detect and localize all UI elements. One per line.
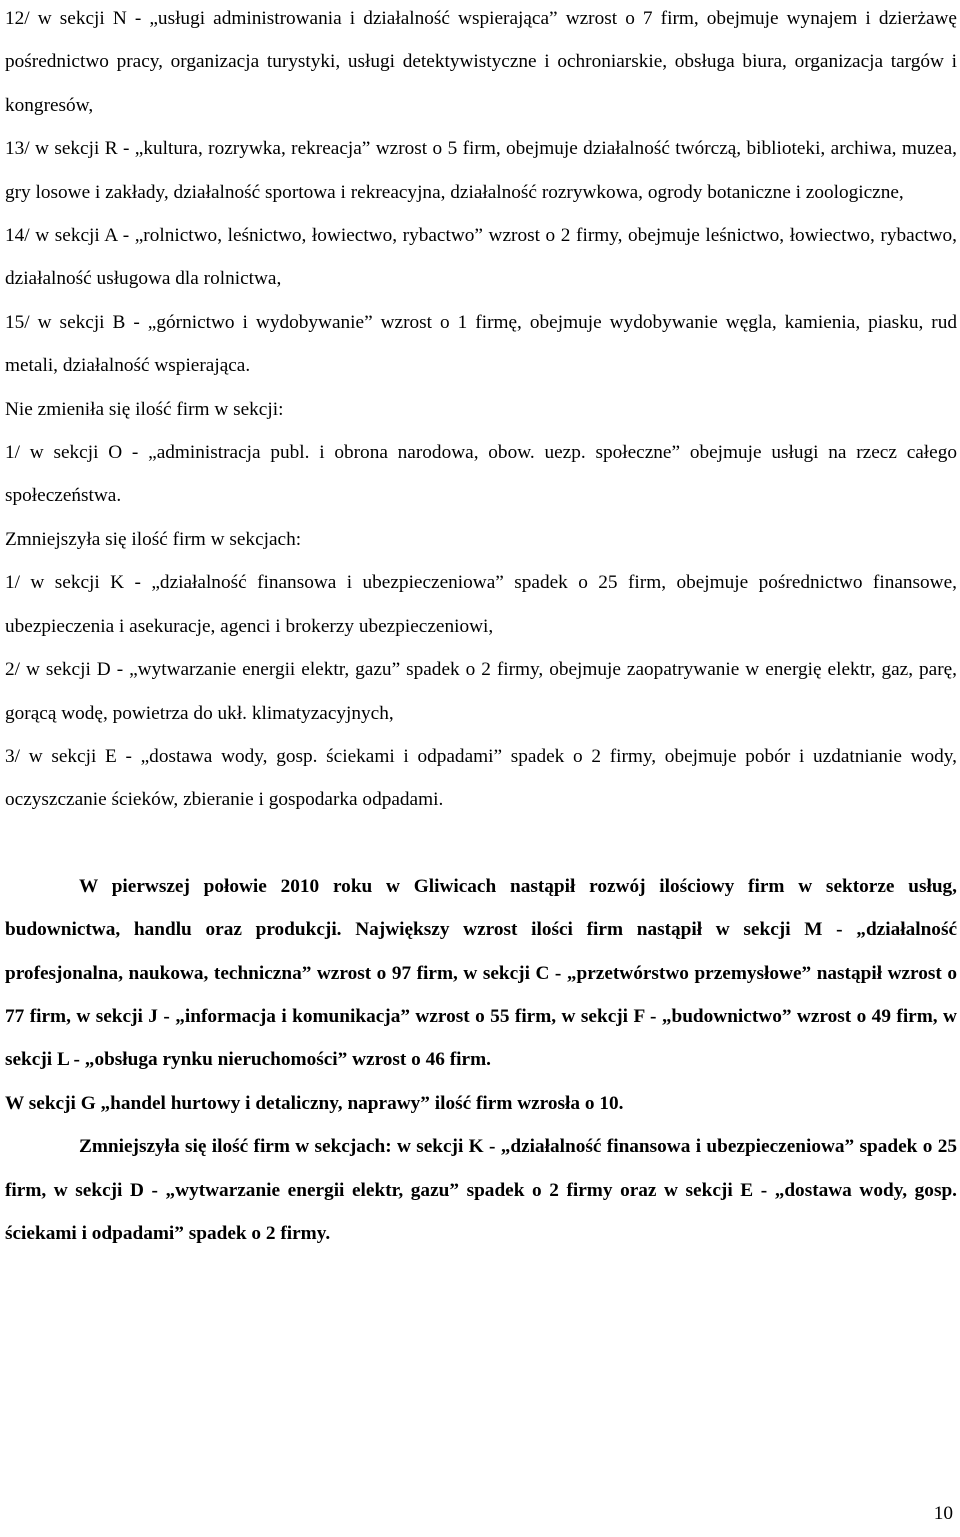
summary-paragraph-growth: W pierwszej połowie 2010 roku w Gliwicach nastąpił rozwój ilościowy firm w sektorze usług, budownictwa, handlu oraz produkcji. Największy wzrost ilości firm nastąpił w sekcji M - „działalność profesjonalna, naukowa, techniczna” wzrost o 97 firm, w sekcji C - „przetwórstwo przemysłowe” nastąpił wzrost o 77 firm, w sekcji J - „informacja i komunikacja” wzrost o 55 firm, w sekcji F - „budownictwo” wzrost o 49 firm, w sekcji L - „obsługa rynku nieruchomości” wzrost o 46 firm. <box>5 875 957 1071</box>
page-number: 10 <box>933 1503 953 1524</box>
unchanged-heading: Nie zmieniła się ilość firm w sekcji: <box>5 398 284 420</box>
item-section-b: 15/ w sekcji B - „górnictwo i wydobywanie” wzrost o 1 firmę, obejmuje wydobywanie węgla, kamienia, piasku, rud metali, działalność wspierająca. <box>5 311 957 377</box>
summary-paragraph-section-g: W sekcji G „handel hurtowy i detaliczny, naprawy” ilość firm wzrosła o 10. <box>5 1092 624 1114</box>
item-section-k: 1/ w sekcji K - „działalność finansowa i ubezpieczeniowa” spadek o 25 firm, obejmuje pośrednictwo finansowe, ubezpieczenia i asekuracje, agenci i brokerzy ubezpieczeniowi, <box>5 572 957 637</box>
paragraph-gap <box>5 822 957 865</box>
item-section-r: 13/ w sekcji R - „kultura, rozrywka, rekreacja” wzrost o 5 firm, obejmuje działalność twórczą, biblioteki, archiwa, muzea, gry losowe i zakłady, działalność sportowa i rekreacyjna, działalność rozrywkowa, ogrody botaniczne i zoologiczne, <box>5 138 957 203</box>
summary-paragraph-decrease: Zmniejszyła się ilość firm w sekcjach: w sekcji K - „działalność finansowa i ubezpieczeniowa” spadek o 25 firm, w sekcji D - „wytwarzanie energii elektr, gazu” spadek o 2 firmy oraz w sekcji E - „dostawa wody, gosp. ściekami i odpadami” spadek o 2 firmy. <box>5 1136 957 1244</box>
item-section-a: 14/ w sekcji A - „rolnictwo, leśnictwo, łowiectwo, rybactwo” wzrost o 2 firmy, obejmuje leśnictwo, łowiectwo, rybactwo, działalność usługowa dla rolnictwa, <box>5 225 957 290</box>
item-section-e: 3/ w sekcji E - „dostawa wody, gosp. ściekami i odpadami” spadek o 2 firmy, obejmuje pobór i uzdatnianie wody, oczyszczanie ścieków, zbieranie i gospodarka odpadami. <box>5 745 957 811</box>
document-page <box>5 0 957 1255</box>
item-section-d: 2/ w sekcji D - „wytwarzanie energii elektr, gazu” spadek o 2 firmy, obejmuje zaopatrywanie w energię elektr, gaz, parę, gorącą wodę, powietrza do ukł. klimatyzacyjnych, <box>5 659 957 724</box>
item-section-n: 12/ w sekcji N - „usługi administrowania i działalność wspierająca” wzrost o 7 firm, obejmuje wynajem i dzierżawę pośrednictwo pracy, organizacja turystyki, usługi detektywistyczne i ochroniarskie, obsługa biura, organizacja targów i kongresów, <box>5 8 957 116</box>
item-section-o: 1/ w sekcji O - „administracja publ. i obrona narodowa, obow. uezp. społeczne” obejmuje usługi na rzecz całego społeczeństwa. <box>5 442 957 507</box>
decreased-heading: Zmniejszyła się ilość firm w sekcjach: <box>5 528 302 550</box>
